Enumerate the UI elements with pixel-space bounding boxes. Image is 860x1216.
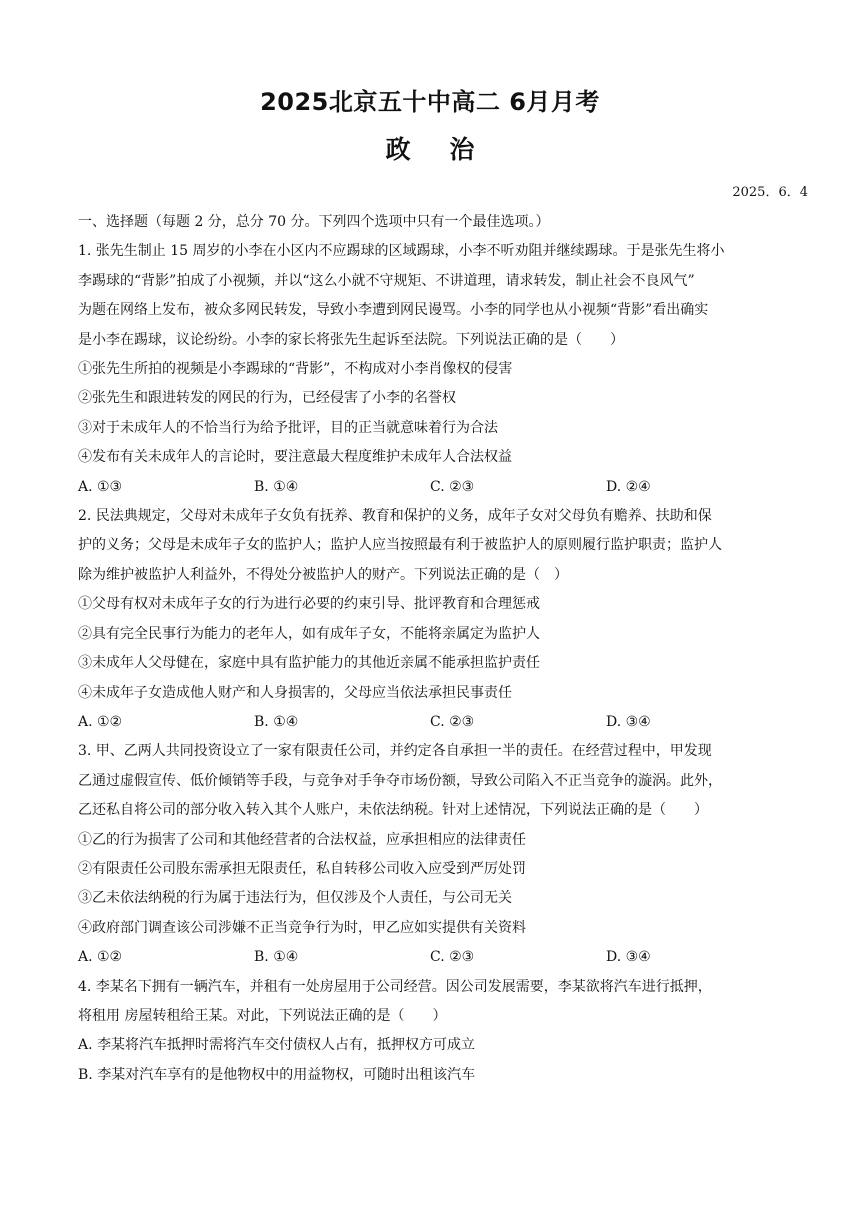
option-a: A. ①② — [78, 713, 123, 730]
option-d: D. ③④ — [606, 949, 651, 966]
question-4 — [78, 973, 783, 1091]
statement-item: ③乙未依法纳税的行为属于违法行为，但仅涉及个人责任，与公司无关 — [78, 890, 512, 907]
section-heading: 一、选择题（每题 2 分，总分 70 分。下列四个选项中只有一个最佳选项。） — [78, 214, 550, 230]
option-a: A. 李某将汽车抵押时需将汽车交付债权人占有，抵押权方可成立 — [78, 1037, 476, 1054]
statement-item: ④政府部门调查该公司涉嫌不正当竞争行为时，甲乙应如实提供有关资料 — [78, 919, 526, 936]
statement-item: ③对于未成年人的不恰当行为给予批评，目的正当就意味着行为合法 — [78, 419, 498, 436]
option-b: B. ①④ — [254, 713, 299, 730]
question-stem-line: 3. 甲、乙两人共同投资设立了一家有限责任公司，并约定各自承担一半的责任。在经营过程中，甲发现 — [78, 743, 712, 760]
exam-date: 2025．6．4 — [732, 185, 808, 200]
statement-item: ④未成年子女造成他人财产和人身损害的，父母应当依法承担民事责任 — [78, 684, 512, 701]
option-d: D. ③④ — [606, 713, 651, 730]
option-d: D. ②④ — [606, 478, 651, 495]
question-stem-line: 4. 李某名下拥有一辆汽车，并租有一处房屋用于公司经营。因公司发展需要，李某欲将汽车进行抵押， — [78, 978, 712, 995]
answer-options — [78, 943, 783, 972]
answer-options — [78, 708, 783, 737]
option-c: C. ②③ — [430, 478, 475, 495]
question-3 — [78, 737, 783, 972]
option-c: C. ②③ — [430, 949, 475, 966]
statement-item: ③未成年人父母健在，家庭中具有监护能力的其他近亲属不能承担监护责任 — [78, 655, 540, 672]
question-stem-line: 李踢球的“背影”拍成了小视频，并以“这么小就不守规矩、不讲道理，请求转发，制止社会不良风气” — [78, 272, 695, 289]
option-b: B. ①④ — [254, 478, 299, 495]
exam-title: 2025北京五十中高二 6月月考 — [260, 88, 600, 116]
subject-title: 政 治 — [385, 135, 475, 164]
statement-item: ①张先生所拍的视频是小李踢球的“背影”，不构成对小李肖像权的侵害 — [78, 361, 513, 378]
question-stem-line: 将租用 房屋转租给王某。对此，下列说法正确的是（ ） — [78, 1007, 447, 1024]
option-b: B. 李某对汽车享有的是他物权中的用益物权，可随时出租该汽车 — [78, 1066, 476, 1083]
answer-options — [78, 473, 783, 502]
question-1 — [78, 237, 783, 502]
question-stem-line: 除为维护被监护人利益外，不得处分被监护人的财产。下列说法正确的是（ ） — [78, 566, 568, 583]
option-c: C. ②③ — [430, 713, 475, 730]
question-stem-line: 2. 民法典规定，父母对未成年子女负有抚养、教育和保护的义务，成年子女对父母负有赡养、扶助和保 — [78, 508, 712, 525]
option-b: B. ①④ — [254, 949, 299, 966]
question-stem-line: 乙通过虚假宣传、低价倾销等手段，与竞争对手争夺市场份额，导致公司陷入不正当竞争的漩涡。此外， — [78, 772, 722, 789]
statement-item: ④发布有关未成年人的言论时，要注意最大程度维护未成年人合法权益 — [78, 449, 512, 466]
statement-item: ②张先生和跟进转发的网民的行为，已经侵害了小李的名誉权 — [78, 390, 456, 407]
option-a: A. ①③ — [78, 478, 123, 495]
exam-body — [78, 208, 783, 1090]
question-2 — [78, 502, 783, 737]
question-stem-line: 为题在网络上发布，被众多网民转发，导致小李遭到网民谩骂。小李的同学也从小视频“背影”看出确实 — [78, 302, 709, 319]
option-a: A. ①② — [78, 949, 123, 966]
question-stem-line: 乙还私自将公司的部分收入转入其个人账户，未依法纳税。针对上述情况，下列说法正确的是（ ） — [78, 802, 708, 819]
question-stem-line: 护的义务；父母是未成年子女的监护人；监护人应当按照最有利于被监护人的原则履行监护职责；监护人 — [78, 537, 722, 554]
statement-item: ②有限责任公司股东需承担无限责任，私自转移公司收入应受到严厉处罚 — [78, 860, 526, 877]
statement-item: ①父母有权对未成年子女的行为进行必要的约束引导、批评教育和合理惩戒 — [78, 596, 540, 613]
statement-item: ①乙的行为损害了公司和其他经营者的合法权益，应承担相应的法律责任 — [78, 831, 526, 848]
question-stem-line: 是小李在踢球，议论纷纷。小李的家长将张先生起诉至法院。下列说法正确的是（ ） — [78, 331, 624, 348]
statement-item: ②具有完全民事行为能力的老年人，如有成年子女，不能将亲属定为监护人 — [78, 625, 540, 642]
question-stem-line: 1. 张先生制止 15 周岁的小李在小区内不应踢球的区域踢球，小李不听劝阻并继续踢球。于是张先生将小 — [78, 243, 725, 260]
